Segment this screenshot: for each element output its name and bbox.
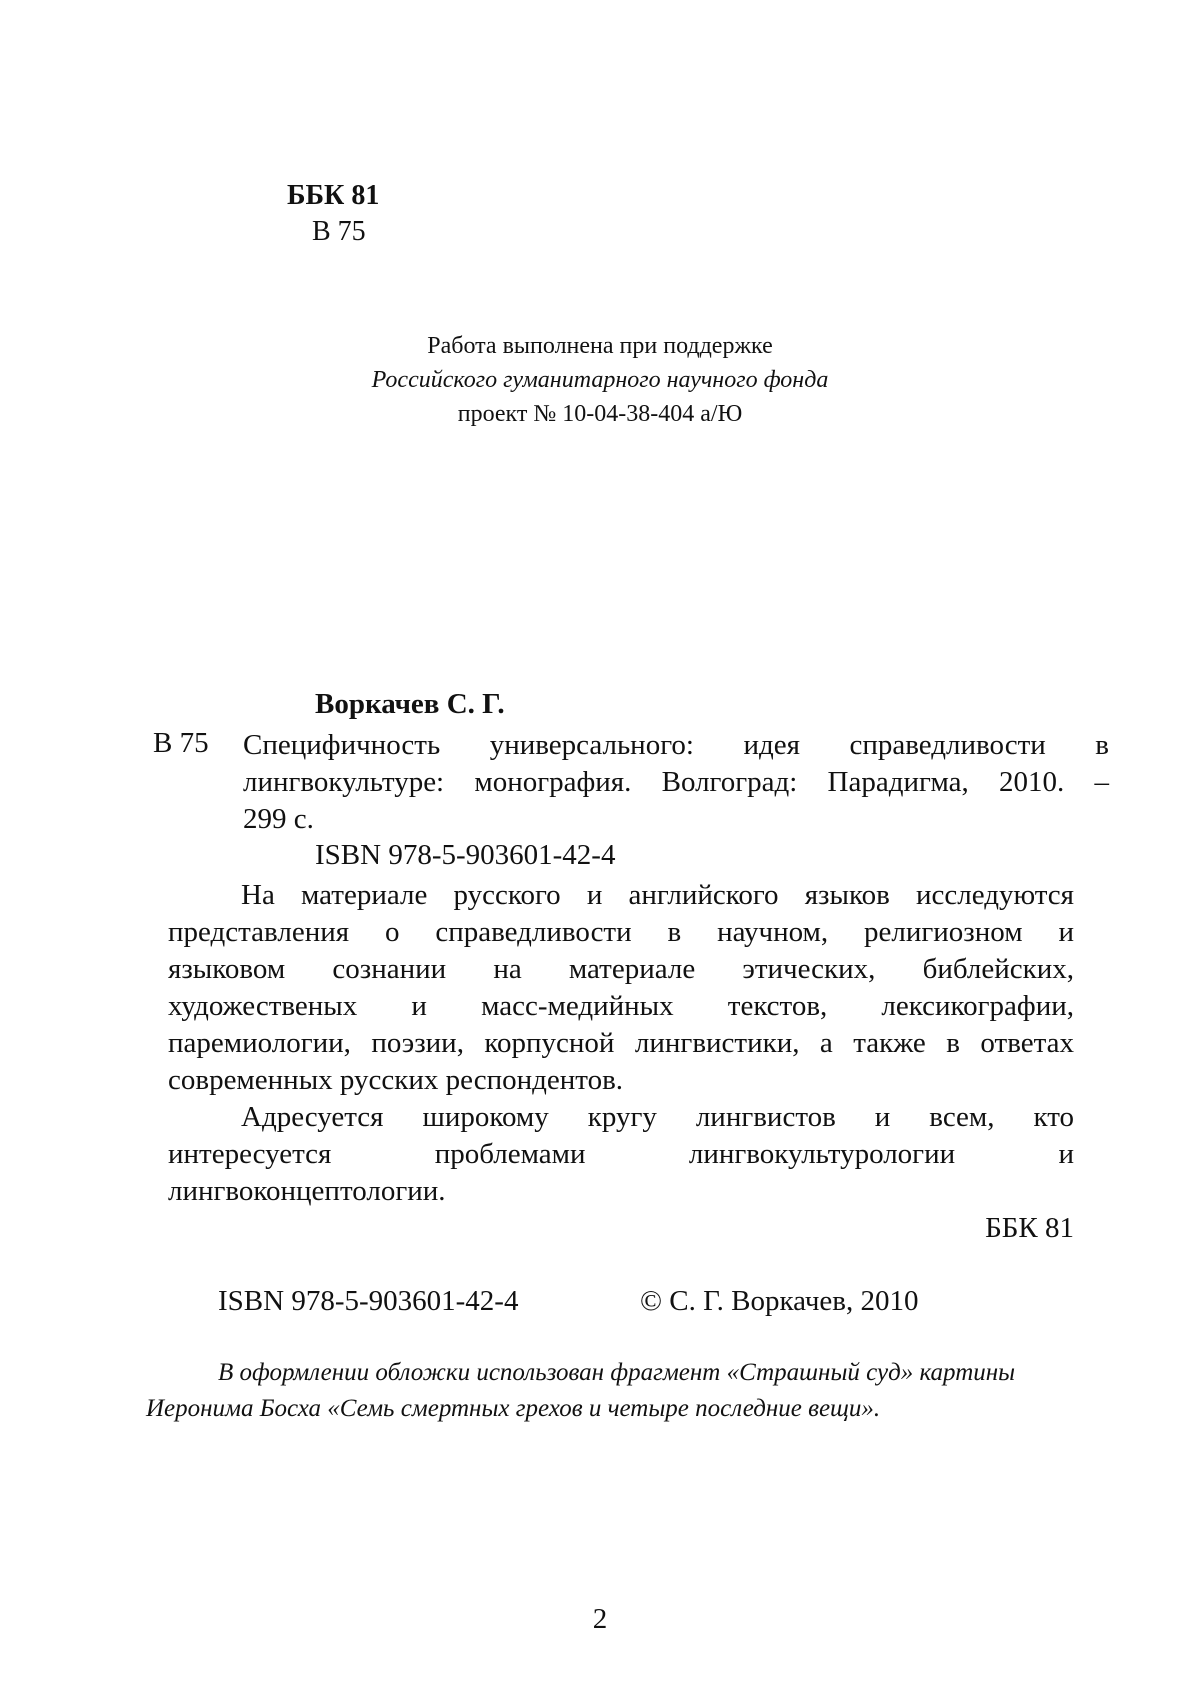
abstract-bbk: ББК 81	[985, 1212, 1074, 1244]
page-number: 2	[592, 1603, 608, 1635]
abstract-p1-line-4: художественых и масс-медийных текстов, лексикографии,	[168, 990, 1074, 1022]
cover-note-line-2: Иеронима Босха «Семь смертных грехов и четыре последние вещи».	[146, 1395, 881, 1422]
abstract-p1-line-3: языковом сознании на материале этических, библейских,	[168, 953, 1074, 985]
abstract-p1-line-5: паремиологии, поэзии, корпусной лингвистики, а также в ответах	[168, 1027, 1074, 1059]
abstract-p2-line-1: Адресуется широкому кругу лингвистов и всем, кто	[241, 1101, 1074, 1133]
abstract-p1-line-2: представления о справедливости в научном, религиозном и	[168, 916, 1074, 948]
abstract	[168, 877, 1074, 1210]
cover-note	[146, 1355, 1142, 1427]
bbk-code: ББК 81	[287, 180, 380, 211]
entry-bibliographic-description	[243, 727, 1109, 838]
support-project-number: проект № 10-04-38-404 а/Ю	[457, 401, 743, 427]
cover-note-line-1: В оформлении обложки использован фрагмент «Страшный суд» картины	[218, 1359, 1016, 1386]
abstract-p1-line-6: современных русских респондентов.	[168, 1064, 624, 1096]
abstract-p1-line-1: На материале русского и английского языков исследуются	[241, 879, 1074, 911]
entry-line-2: лингвокультуре: монография. Волгоград: Парадигма, 2010. –	[243, 766, 1109, 798]
support-fund-name: Российского гуманитарного научного фонда	[371, 367, 829, 393]
copyright: © С. Г. Воркачев, 2010	[640, 1285, 919, 1317]
abstract-p2-line-3: лингвоконцептологии.	[168, 1175, 446, 1207]
entry-isbn: ISBN 978-5-903601-42-4	[315, 839, 616, 871]
entry-line-1: Специфичность универсального: идея справедливости в	[243, 729, 1109, 761]
support-notice	[0, 329, 1200, 431]
author-mark: В 75	[312, 216, 366, 247]
abstract-p2-line-2: интересуется проблемами лингвокультурологии и	[168, 1138, 1074, 1170]
entry-author: Воркачев С. Г.	[315, 688, 505, 720]
footer-isbn: ISBN 978-5-903601-42-4	[218, 1285, 519, 1317]
support-line-1: Работа выполнена при поддержке	[427, 333, 773, 359]
entry-index: В 75	[153, 727, 209, 759]
entry-line-3: 299 с.	[243, 803, 314, 835]
